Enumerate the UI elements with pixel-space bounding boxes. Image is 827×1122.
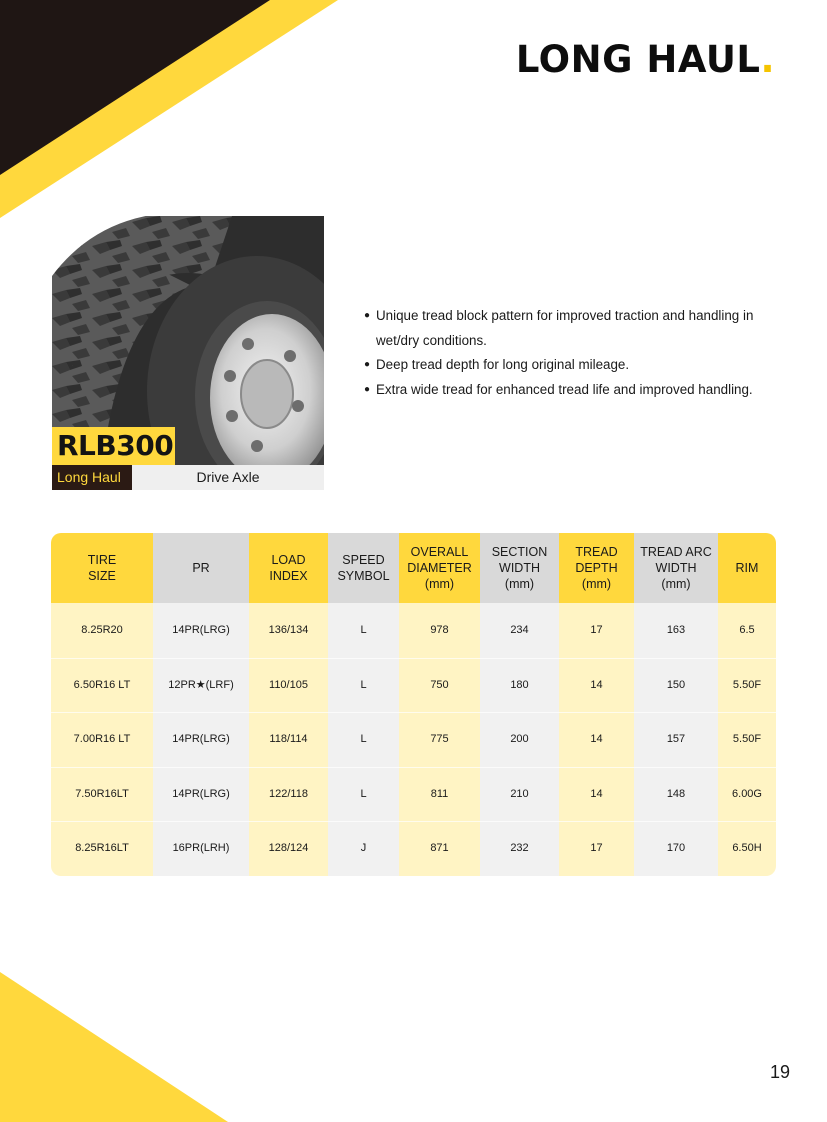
cell-overall-diameter: 775 — [399, 712, 480, 767]
cell-pr: 12PR★(LRF) — [153, 658, 249, 713]
cell-load-index: 118/114 — [249, 712, 328, 767]
cell-load-index: 122/118 — [249, 767, 328, 822]
feature-text: Extra wide tread for enhanced tread life and improved handling. — [376, 381, 753, 397]
table-row — [51, 603, 776, 658]
cell-tread-depth: 17 — [559, 603, 634, 658]
cell-tread-arc-width: 157 — [634, 712, 718, 767]
header-rim: RIM — [718, 533, 776, 603]
cell-rim: 6.50H — [718, 821, 776, 876]
header-overall-diameter: OVERALL DIAMETER (mm) — [399, 533, 480, 603]
header-tread-arc-width: TREAD ARC WIDTH (mm) — [634, 533, 718, 603]
cell-overall-diameter: 811 — [399, 767, 480, 822]
bullet-icon: ● — [364, 359, 371, 370]
cell-tire-size: 8.25R20 — [51, 603, 153, 658]
spec-table — [51, 533, 776, 876]
table-row — [51, 712, 776, 767]
cell-rim: 5.50F — [718, 658, 776, 713]
bullet-icon: ● — [364, 383, 371, 395]
cell-rim: 6.5 — [718, 603, 776, 658]
cell-pr: 16PR(LRH) — [153, 821, 249, 876]
cell-tread-arc-width: 170 — [634, 821, 718, 876]
cell-tread-depth: 14 — [559, 767, 634, 822]
cell-pr: 14PR(LRG) — [153, 603, 249, 658]
bottom-left-yellow-triangle — [0, 972, 228, 1122]
cell-load-index: 110/105 — [249, 658, 328, 713]
page-title-text: LONG HAUL — [515, 38, 761, 81]
cell-tire-size: 7.50R16LT — [51, 767, 153, 822]
header-speed-symbol: SPEED SYMBOL — [328, 533, 399, 603]
cell-overall-diameter: 871 — [399, 821, 480, 876]
table-row — [51, 767, 776, 822]
top-left-dark-triangle — [0, 0, 270, 175]
feature-text: Unique tread block pattern for improved traction and handling in wet/dry conditions. — [376, 308, 754, 348]
feature-item — [364, 304, 784, 353]
cell-rim: 5.50F — [718, 712, 776, 767]
header-pr: PR — [153, 533, 249, 603]
cell-section-width: 232 — [480, 821, 559, 876]
header-section-width: SECTION WIDTH (mm) — [480, 533, 559, 603]
category-label: Long Haul — [52, 465, 132, 490]
cell-tread-arc-width: 163 — [634, 603, 718, 658]
bullet-icon: ● — [364, 310, 371, 321]
cell-section-width: 200 — [480, 712, 559, 767]
cell-tire-size: 7.00R16 LT — [51, 712, 153, 767]
table-header-row — [51, 533, 776, 603]
cell-tread-arc-width: 150 — [634, 658, 718, 713]
model-name: RLB300 — [52, 427, 175, 465]
feature-item — [364, 378, 784, 403]
cell-speed-symbol: L — [328, 603, 399, 658]
header-load-index: LOAD INDEX — [249, 533, 328, 603]
cell-tread-arc-width: 148 — [634, 767, 718, 822]
cell-speed-symbol: L — [328, 712, 399, 767]
cell-tire-size: 6.50R16 LT — [51, 658, 153, 713]
feature-text: Deep tread depth for long original mileage. — [376, 357, 630, 372]
cell-section-width: 210 — [480, 767, 559, 822]
cell-pr: 14PR(LRG) — [153, 712, 249, 767]
page-title — [516, 38, 775, 81]
cell-speed-symbol: L — [328, 767, 399, 822]
cell-overall-diameter: 978 — [399, 603, 480, 658]
cell-tread-depth: 14 — [559, 712, 634, 767]
table-row — [51, 658, 776, 713]
cell-overall-diameter: 750 — [399, 658, 480, 713]
cell-tread-depth: 14 — [559, 658, 634, 713]
cell-speed-symbol: L — [328, 658, 399, 713]
cell-tread-depth: 17 — [559, 821, 634, 876]
cell-section-width: 180 — [480, 658, 559, 713]
cell-section-width: 234 — [480, 603, 559, 658]
header-tread-depth: TREAD DEPTH (mm) — [559, 533, 634, 603]
cell-pr: 14PR(LRG) — [153, 767, 249, 822]
feature-list — [364, 304, 784, 402]
cell-load-index: 128/124 — [249, 821, 328, 876]
cell-load-index: 136/134 — [249, 603, 328, 658]
feature-item — [364, 353, 784, 378]
cell-speed-symbol: J — [328, 821, 399, 876]
title-accent-dot: . — [760, 38, 775, 81]
axle-position-label: Drive Axle — [132, 465, 324, 490]
page-number: 19 — [769, 1062, 790, 1082]
header-tire-size: TIRE SIZE — [51, 533, 153, 603]
cell-rim: 6.00G — [718, 767, 776, 822]
table-row — [51, 821, 776, 876]
cell-tire-size: 8.25R16LT — [51, 821, 153, 876]
